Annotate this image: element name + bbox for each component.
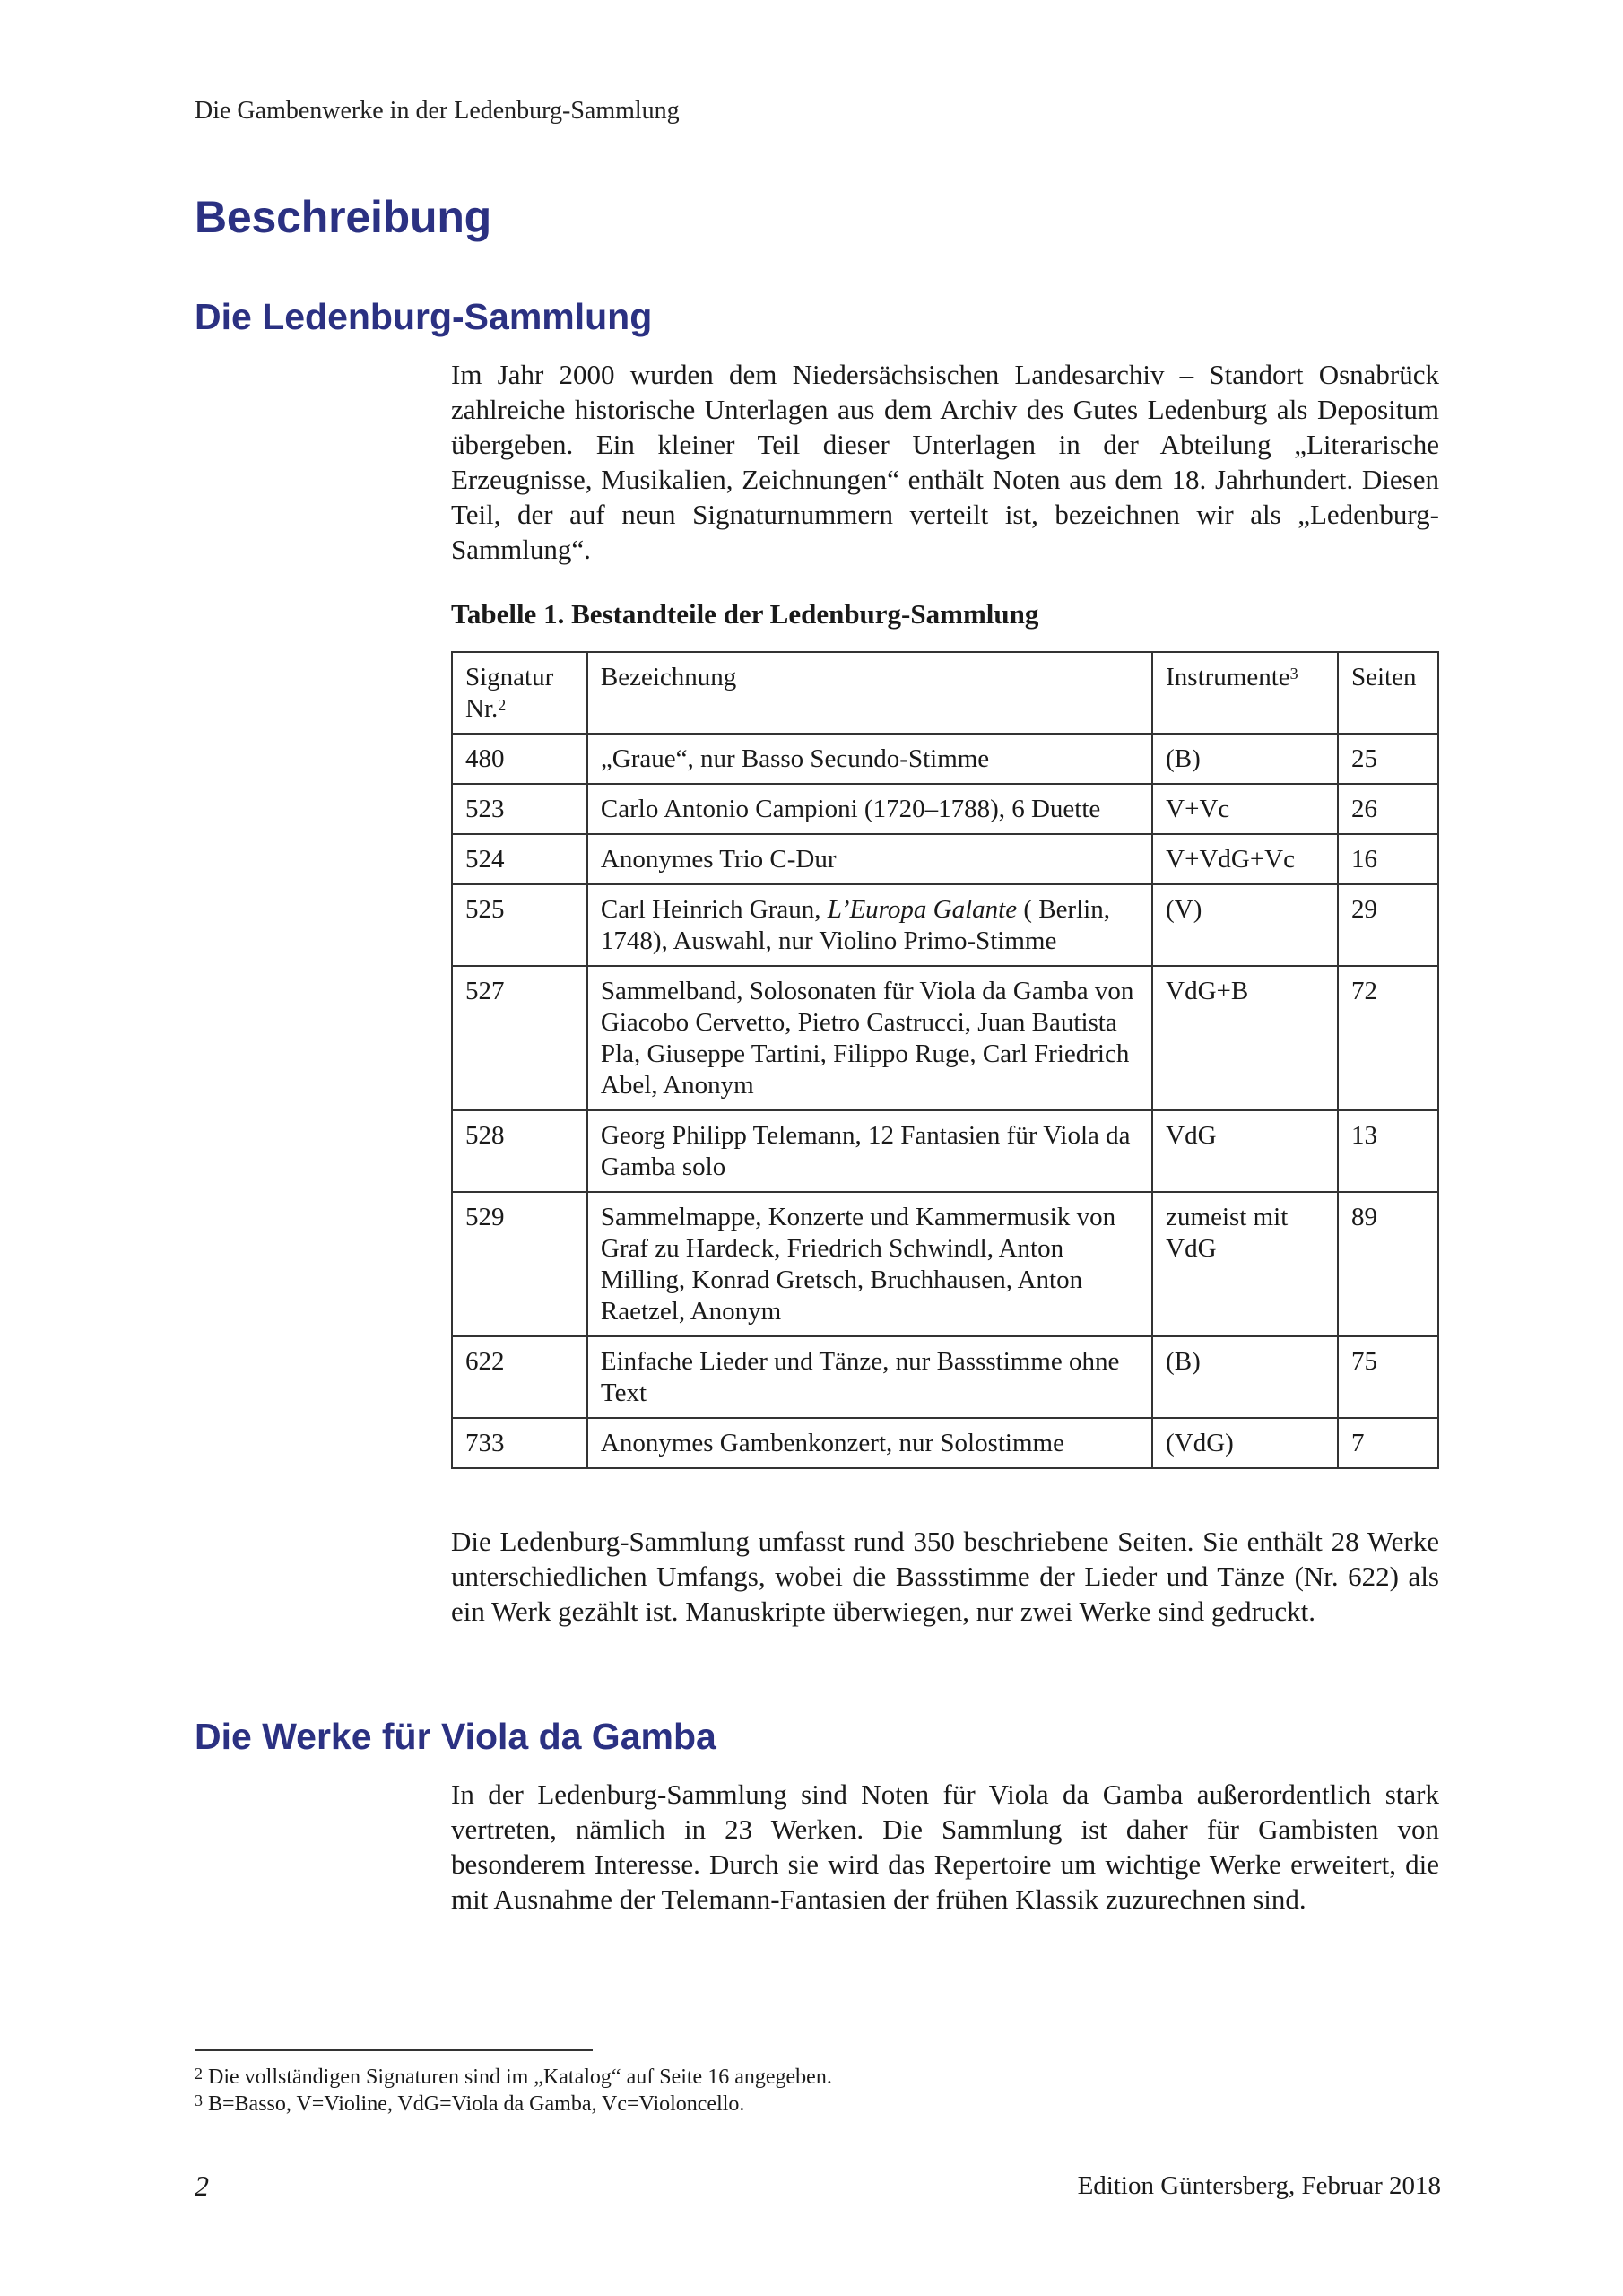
cell-pages: 25: [1338, 734, 1438, 784]
footnote-2: [195, 2064, 832, 2091]
cell-pages: 89: [1338, 1192, 1438, 1336]
cell-nr: 524: [452, 834, 587, 884]
cell-nr: 622: [452, 1336, 587, 1418]
page-number: 2: [195, 2170, 209, 2202]
cell-instr: V+Vc: [1152, 784, 1338, 834]
cell-pages: 13: [1338, 1110, 1438, 1192]
table-row: [452, 834, 1438, 884]
footnote-number: 3: [195, 2092, 203, 2109]
cell-instr: VdG: [1152, 1110, 1338, 1192]
footnote-divider: [195, 2049, 593, 2051]
cell-nr: 523: [452, 784, 587, 834]
cell-title: Anonymes Trio C-Dur: [587, 834, 1152, 884]
footnotes: [195, 2064, 832, 2118]
cell-pages: 29: [1338, 884, 1438, 966]
footer-edition: Edition Güntersberg, Februar 2018: [1077, 2171, 1441, 2200]
cell-pages: 7: [1338, 1418, 1438, 1468]
footnote-3: [195, 2091, 832, 2118]
running-header: Die Gambenwerke in der Ledenburg-Sammlung: [195, 97, 680, 125]
cell-pages: 26: [1338, 784, 1438, 834]
table-row: [452, 966, 1438, 1110]
header-signatur-label: Signatur Nr.: [465, 663, 554, 723]
collection-table: [451, 651, 1439, 1469]
table-header-row: [452, 652, 1438, 734]
cell-instr: VdG+B: [1152, 966, 1338, 1110]
footnote-ref-2: 2: [498, 696, 507, 714]
cell-instr: (VdG): [1152, 1418, 1338, 1468]
cell-title: Einfache Lieder und Tänze, nur Bassstimme ohne Text: [587, 1336, 1152, 1418]
table-row: [452, 784, 1438, 834]
footnote-text: B=Basso, V=Violine, VdG=Viola da Gamba, Vc=Violoncello.: [203, 2092, 745, 2116]
cell-title-post: ( Berlin, 1748), Auswahl, nur Violino Primo-Stimme: [600, 895, 1110, 955]
table-row: [452, 1110, 1438, 1192]
table-row: [452, 734, 1438, 784]
section-title: Beschreibung: [195, 192, 491, 242]
cell-instr: V+VdG+Vc: [1152, 834, 1338, 884]
table-row: [452, 1418, 1438, 1468]
header-bezeichnung: Bezeichnung: [587, 652, 1152, 734]
cell-instr: zumeist mit VdG: [1152, 1192, 1338, 1336]
cell-pages: 75: [1338, 1336, 1438, 1418]
header-seiten: Seiten: [1338, 652, 1438, 734]
cell-title: [587, 884, 1152, 966]
work-title-italic: L’Europa Galante: [827, 895, 1018, 924]
cell-instr: (B): [1152, 734, 1338, 784]
cell-title: Anonymes Gambenkonzert, nur Solostimme: [587, 1418, 1152, 1468]
cell-title: Sammelmappe, Konzerte und Kammermusik von Graf zu Hardeck, Friedrich Schwindl, Anton Milling, Konrad Gretsch, Bruchhausen, Anton Raetzel, Anonym: [587, 1192, 1152, 1336]
table-row: [452, 884, 1438, 966]
header-instrumente-label: Instrumente: [1166, 663, 1290, 691]
cell-title-pre: Carl Heinrich Graun,: [600, 895, 828, 924]
cell-nr: 528: [452, 1110, 587, 1192]
subsection-title-gamba: Die Werke für Viola da Gamba: [195, 1716, 716, 1757]
cell-title: Sammelband, Solosonaten für Viola da Gamba von Giacobo Cervetto, Pietro Castrucci, Juan Bautista Pla, Giuseppe Tartini, Filippo Ruge, Carl Friedrich Abel, Anonym: [587, 966, 1152, 1110]
cell-instr: (V): [1152, 884, 1338, 966]
footnote-text: Die vollständigen Signaturen sind im „Katalog“ auf Seite 16 angegeben.: [203, 2066, 832, 2089]
cell-pages: 16: [1338, 834, 1438, 884]
cell-nr: 733: [452, 1418, 587, 1468]
footnote-ref-3: 3: [1289, 665, 1298, 683]
cell-nr: 527: [452, 966, 587, 1110]
cell-nr: 529: [452, 1192, 587, 1336]
gamba-paragraph: In der Ledenburg-Sammlung sind Noten für Viola da Gamba außerordentlich stark vertreten, nämlich in 23 Werken. Die Sammlung ist daher für Gambisten von besonderem Interesse. Durch sie wird das Repertoire um wichtige Werke erweitert, die mit Ausnahme der Telemann-Fantasien der frühen Klassik zuzurechnen sind.: [451, 1779, 1439, 1915]
cell-pages: 72: [1338, 966, 1438, 1110]
summary-paragraph: Die Ledenburg-Sammlung umfasst rund 350 beschriebene Seiten. Sie enthält 28 Werke unterschiedlichen Umfangs, wobei die Bassstimme der Lieder und Tänze (Nr. 622) als ein Werk gezählt ist. Manuskripte überwiegen, nur zwei Werke sind gedruckt.: [451, 1526, 1439, 1627]
table-row: [452, 1336, 1438, 1418]
header-signatur: [452, 652, 587, 734]
cell-title: „Graue“, nur Basso Secundo-Stimme: [587, 734, 1152, 784]
cell-nr: 525: [452, 884, 587, 966]
subsection-title-ledenburg: Die Ledenburg-Sammlung: [195, 296, 653, 337]
cell-instr: (B): [1152, 1336, 1338, 1418]
cell-title: Carlo Antonio Campioni (1720–1788), 6 Duette: [587, 784, 1152, 834]
cell-nr: 480: [452, 734, 587, 784]
table-row: [452, 1192, 1438, 1336]
cell-title: Georg Philipp Telemann, 12 Fantasien für Viola da Gamba solo: [587, 1110, 1152, 1192]
intro-paragraph: Im Jahr 2000 wurden dem Niedersächsischen Landesarchiv – Standort Osnabrück zahlreiche historische Unterlagen aus dem Archiv des Gutes Ledenburg als Depositum übergeben. Ein kleiner Teil dieser Unterlagen in der Abteilung „Literarische Erzeugnisse, Musikalien, Zeichnungen“ enthält Noten aus dem 18. Jahrhundert. Diesen Teil, der auf neun Signaturnummern verteilt ist, bezeichnen wir als „Ledenburg-Sammlung“.: [451, 359, 1439, 565]
header-instrumente: [1152, 652, 1338, 734]
footnote-number: 2: [195, 2065, 203, 2083]
table-caption: Tabelle 1. Bestandteile der Ledenburg-Sammlung: [451, 598, 1039, 630]
